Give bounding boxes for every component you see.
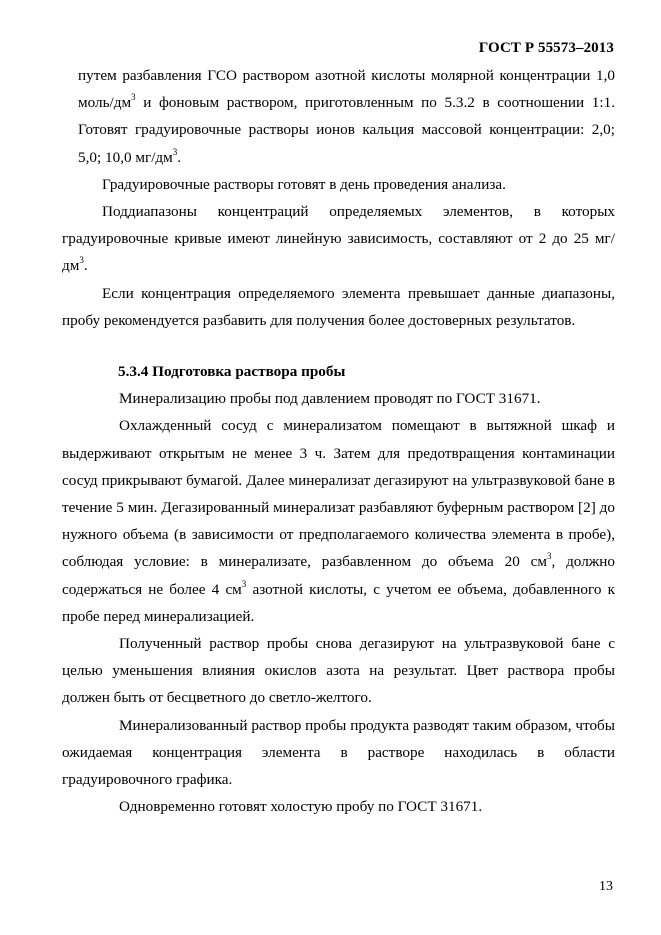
paragraph-dilution — [62, 62, 615, 171]
text-run: Поддиапазоны концентраций определяемых элементов, в которых градуировочные кривые имеют линейную зависимость, составляют от 2 до 25 мг/дм — [62, 203, 615, 275]
paragraph-same-day: Градуировочные растворы готовят в день проведения анализа. — [102, 175, 506, 193]
paragraph-mineralization: Минерализацию пробы под давлением проводят по ГОСТ 31671. — [119, 390, 541, 408]
superscript: 3 — [241, 578, 247, 589]
paragraph-cooled-vessel — [62, 412, 615, 630]
text-run: , должно содержаться не более 4 см — [62, 553, 615, 598]
paragraph-degas-again: Полученный раствор пробы снова дегазируют на ультразвуковой бане с целью уменьшения влияния окислов азота на результат. Цвет раствора пробы должен быть от бесцветного до светло-желтого. — [62, 635, 615, 707]
paragraph-dilution-range: Минерализованный раствор пробы продукта разводят таким образом, чтобы ожидаемая концентрация элемента в растворе находилась в области градуировочного графика. — [62, 716, 615, 789]
paragraph-dilute-sample: Если концентрация определяемого элемента превышает данные диапазоны, пробу рекомендуется разбавить для получения более достоверных результатов. — [62, 284, 615, 329]
document-header: ГОСТ Р 55573–2013 — [478, 40, 614, 56]
text-run: Охлажденный сосуд с минерализатом помещают в вытяжной шкаф и выдерживают открытым не менее 3 ч. Затем для предотвращения контаминации сосуд прикрывают бумагой. Далее минерализат дегазируют на ультразвуковой бане в течение 5 мин. Дегазированный минерализат разбавляют буферным раствором [2] до нужного объема (в зависимости от предполагаемого количества элемента в пробе), соблюдая условие: в минерализате, разбавленном до объема 20 см — [62, 417, 615, 571]
section-gap — [62, 334, 615, 358]
superscript: 3 — [172, 146, 178, 157]
text-run: путем разбавления ГСО раствором азотной кислоты молярной концентрации 1,0 моль/дм — [78, 67, 615, 112]
document-body — [62, 62, 615, 820]
text-run: азотной кислоты, с учетом ее объема, добавленного к пробе перед минерализацией. — [62, 580, 615, 625]
superscript: 3 — [131, 92, 136, 103]
paragraph-blank-sample: Одновременно готовят холостую пробу по ГОСТ 31671. — [119, 798, 483, 816]
page-number: 13 — [599, 879, 613, 894]
paragraph-subranges — [62, 198, 615, 280]
text-run: . — [177, 148, 182, 166]
text-run: и фоновым раствором, приготовленным по 5.3.2 в соотношении 1:1. Готовят градуировочные растворы ионов кальция массовой концентрации: 2,0; 5,0; 10,0 мг/дм — [78, 94, 615, 166]
text-run: . — [83, 257, 88, 275]
superscript: 3 — [79, 255, 84, 266]
superscript: 3 — [546, 551, 552, 562]
section-title: 5.3.4 Подготовка раствора пробы — [118, 363, 346, 381]
